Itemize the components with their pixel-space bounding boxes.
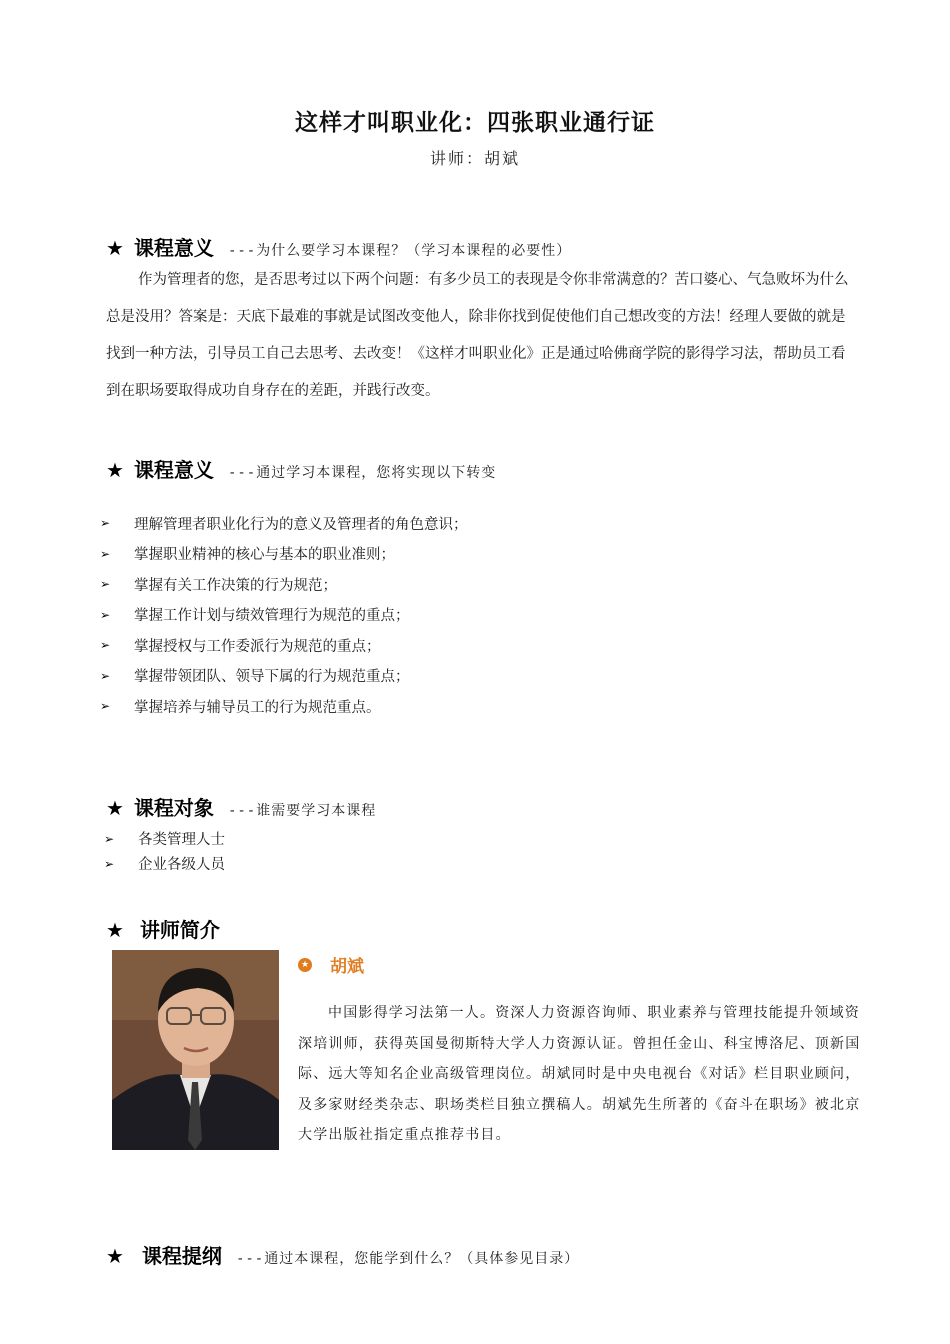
lecturer-line: 讲师：胡斌 bbox=[429, 149, 520, 168]
significance-paragraph: 作为管理者的您，是否思考过以下两个问题：有多少员工的表现是令你非常满意的？苦口婆心、气急败坏为什么总是没用？答案是：天底下最难的事就是试图改变他人，除非你找到促使他们自己想改变的方法！经理人要做的就是找到一种方法，引导员工自己去思考、去改变！《这样才叫职业化》正是通过哈佛商学院的影得学习法，帮助员工看到在职场要取得成功自身存在的差距，并践行改变。 bbox=[106, 272, 849, 399]
section-title: 课程提纲 bbox=[141, 1244, 222, 1268]
star-icon: ★ bbox=[106, 458, 124, 482]
list-item: ➢ 掌握培养与辅导员工的行为规范重点。 bbox=[100, 699, 381, 716]
section-goals-header bbox=[106, 454, 496, 483]
section-subtitle: ---通过学习本课程，您将实现以下转变 bbox=[227, 465, 497, 481]
arrow-right-icon: ➢ bbox=[100, 516, 111, 531]
instructor-name: ★ 胡斌 bbox=[298, 952, 364, 977]
section-instructor-header bbox=[106, 914, 220, 943]
arrow-right-icon: ➢ bbox=[100, 607, 111, 622]
goals-list bbox=[100, 508, 800, 722]
star-badge-icon: ★ bbox=[298, 958, 312, 972]
section-title: 课程意义 bbox=[133, 236, 214, 260]
star-icon: ★ bbox=[106, 236, 124, 260]
section-outline-header bbox=[106, 1240, 579, 1269]
star-icon: ★ bbox=[106, 796, 124, 820]
list-item: ➢ 企业各级人员 bbox=[104, 856, 225, 873]
list-item: ➢ 各类管理人士 bbox=[104, 831, 225, 848]
section-subtitle: ---为什么要学习本课程？（学习本课程的必要性） bbox=[227, 243, 572, 259]
section-title: 课程对象 bbox=[133, 796, 214, 820]
arrow-right-icon: ➢ bbox=[100, 668, 111, 683]
section-audience-header bbox=[106, 792, 376, 821]
list-item: ➢ 理解管理者职业化行为的意义及管理者的角色意识； bbox=[100, 516, 468, 533]
instructor-portrait-image bbox=[112, 950, 279, 1150]
section-significance-header bbox=[106, 232, 571, 261]
arrow-right-icon: ➢ bbox=[100, 577, 111, 592]
section-title: 课程意义 bbox=[133, 458, 214, 482]
audience-list bbox=[104, 826, 504, 876]
instructor-bio: 中国影得学习法第一人。资深人力资源咨询师、职业素养与管理技能提升领域资深培训师，获得英国曼彻斯特大学人力资源认证。曾担任金山、科宝博洛尼、顶新国际、远大等知名企业高级管理岗位。胡斌同时是中央电视台《对话》栏目职业顾问，及多家财经类杂志、职场类栏目独立撰稿人。胡斌先生所著的《奋斗在职场》被北京大学出版社指定重点推荐书目。 bbox=[298, 1005, 861, 1143]
section-subtitle: ---谁需要学习本课程 bbox=[227, 803, 377, 819]
list-item: ➢ 掌握职业精神的核心与基本的职业准则； bbox=[100, 546, 395, 564]
document-title: 这样才叫职业化：四张职业通行证 bbox=[295, 110, 655, 136]
star-icon: ★ bbox=[106, 918, 124, 942]
section-title: 讲师简介 bbox=[139, 918, 220, 942]
arrow-right-icon: ➢ bbox=[104, 831, 115, 846]
instructor-photo bbox=[112, 950, 279, 1150]
section-subtitle: ---通过本课程，您能学到什么？（具体参见目录） bbox=[235, 1251, 580, 1267]
arrow-right-icon: ➢ bbox=[100, 638, 111, 653]
list-item: ➢ 掌握工作计划与绩效管理行为规范的重点； bbox=[100, 607, 410, 625]
arrow-right-icon: ➢ bbox=[100, 546, 111, 561]
arrow-right-icon: ➢ bbox=[104, 856, 115, 871]
star-icon: ★ bbox=[106, 1244, 124, 1268]
list-item: ➢ 掌握授权与工作委派行为规范的重点； bbox=[100, 638, 381, 655]
list-item: ➢ 掌握带领团队、领导下属的行为规范重点； bbox=[100, 668, 410, 686]
arrow-right-icon: ➢ bbox=[100, 699, 111, 714]
list-item: ➢ 掌握有关工作决策的行为规范； bbox=[100, 577, 337, 594]
